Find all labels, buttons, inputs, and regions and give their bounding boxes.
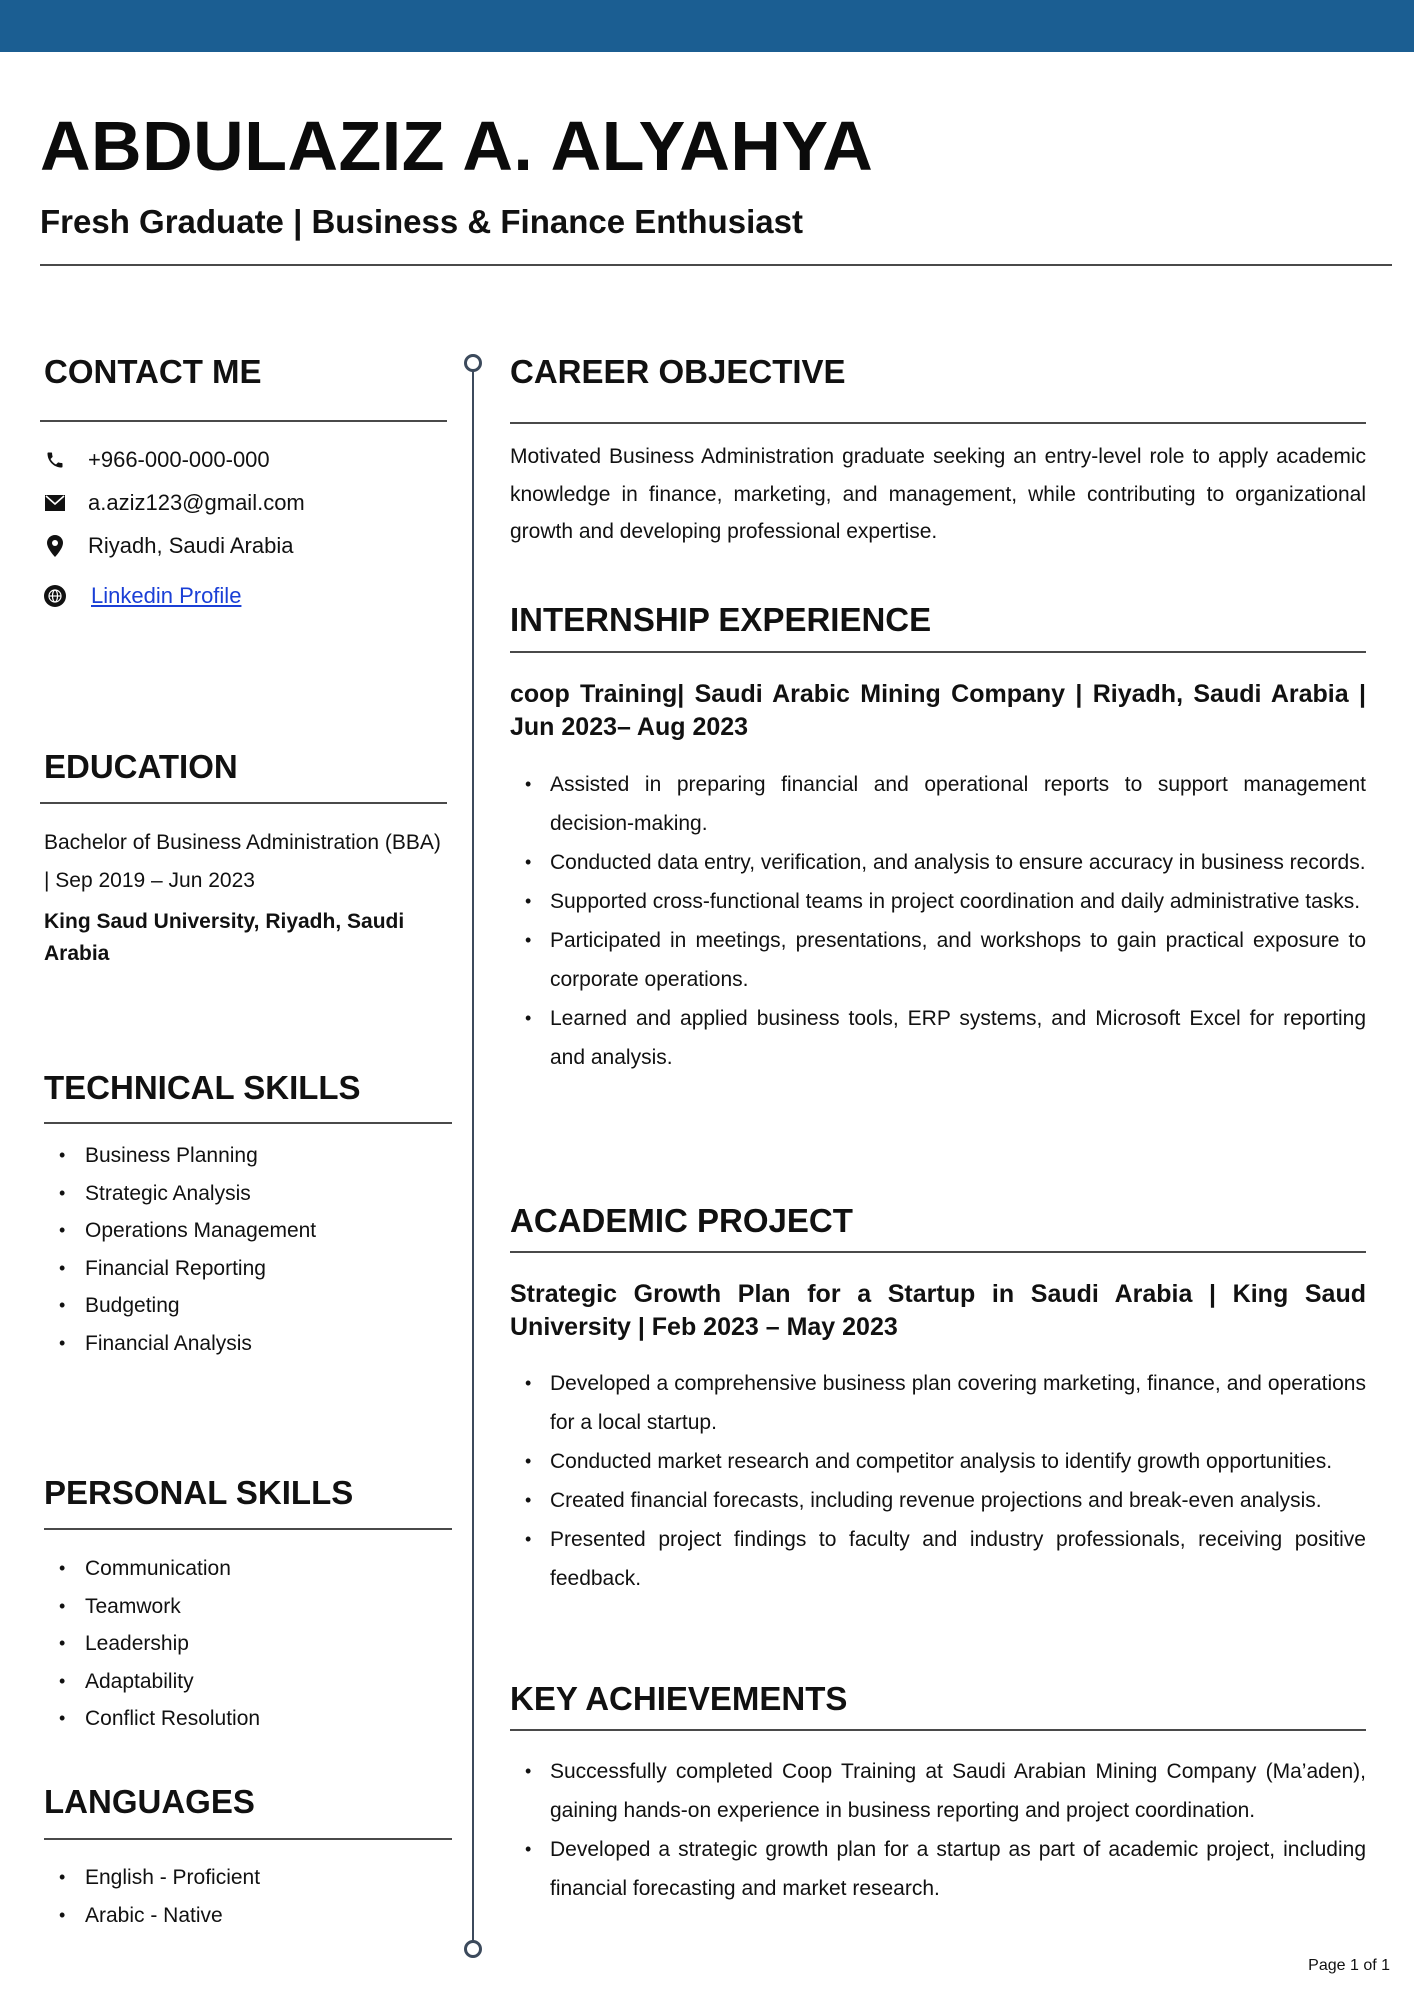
personal-skills-list bbox=[44, 1550, 260, 1738]
list-item: • Financial Analysis bbox=[44, 1325, 316, 1363]
candidate-name: ABDULAZIZ A. ALYAHYA bbox=[40, 107, 874, 185]
technical-skills-divider bbox=[44, 1122, 452, 1124]
contact-email bbox=[44, 488, 305, 518]
list-item: • Conducted data entry, verification, and analysis to ensure accuracy in business records. bbox=[510, 843, 1366, 882]
contact-linkedin[interactable] bbox=[44, 581, 241, 611]
timeline-end-dot bbox=[464, 1940, 482, 1958]
list-item: • Learned and applied business tools, ERP systems, and Microsoft Excel for reporting and analysis. bbox=[510, 999, 1366, 1077]
list-item: • Successfully completed Coop Training at Saudi Arabian Mining Company (Ma’aden), gaining hands-on experience in business reporting and project coordination. bbox=[510, 1752, 1366, 1830]
contact-location bbox=[44, 531, 293, 561]
list-item: • Conflict Resolution bbox=[44, 1700, 260, 1738]
list-item: • Conducted market research and competitor analysis to identify growth opportunities. bbox=[510, 1442, 1366, 1481]
email-text: a.aziz123@gmail.com bbox=[88, 490, 305, 515]
education-degree: Bachelor of Business Administration (BBA) | Sep 2019 – Jun 2023 bbox=[44, 831, 441, 892]
education-divider bbox=[40, 802, 447, 804]
phone-icon bbox=[44, 449, 66, 471]
linkedin-link[interactable]: Linkedin Profile bbox=[91, 583, 242, 608]
internship-divider bbox=[510, 651, 1366, 653]
list-item: • Adaptability bbox=[44, 1663, 260, 1701]
list-item: • Created financial forecasts, including revenue projections and break-even analysis. bbox=[510, 1481, 1366, 1520]
list-item: • Leadership bbox=[44, 1625, 260, 1663]
envelope-icon bbox=[44, 492, 66, 514]
education-university: King Saud University, Riyadh, Saudi Arabia bbox=[44, 910, 405, 965]
candidate-subtitle: Fresh Graduate | Business & Finance Enthusiast bbox=[40, 203, 803, 240]
achievements-divider bbox=[510, 1729, 1366, 1731]
list-item: • Financial Reporting bbox=[44, 1250, 316, 1288]
list-item: • Assisted in preparing financial and operational reports to support management decision-making. bbox=[510, 765, 1366, 843]
timeline-line bbox=[472, 356, 474, 1950]
list-item: • Participated in meetings, presentations, and workshops to gain practical exposure to corporate operations. bbox=[510, 921, 1366, 999]
top-accent-bar bbox=[0, 0, 1414, 52]
list-item: • Presented project findings to faculty and industry professionals, receiving positive feedback. bbox=[510, 1520, 1366, 1598]
location-text: Riyadh, Saudi Arabia bbox=[88, 533, 294, 558]
list-item: • Arabic - Native bbox=[44, 1897, 260, 1935]
list-item: • Strategic Analysis bbox=[44, 1175, 316, 1213]
achievements-bullets bbox=[510, 1752, 1366, 1908]
academic-project-heading: ACADEMIC PROJECT bbox=[510, 1202, 853, 1239]
personal-skills-divider bbox=[44, 1528, 452, 1530]
contact-phone bbox=[44, 445, 270, 475]
languages-list bbox=[44, 1859, 260, 1934]
list-item: • Developed a strategic growth plan for a startup as part of academic project, including financial forecasting and market research. bbox=[510, 1830, 1366, 1908]
languages-divider bbox=[44, 1838, 452, 1840]
academic-project-title: Strategic Growth Plan for a Startup in Saudi Arabia | King Saud University | Feb 2023 – May 2023 bbox=[510, 1280, 1366, 1341]
list-item: • Business Planning bbox=[44, 1137, 316, 1175]
technical-skills-heading: TECHNICAL SKILLS bbox=[44, 1069, 361, 1106]
contact-heading: CONTACT ME bbox=[44, 353, 262, 390]
location-pin-icon bbox=[44, 535, 66, 557]
page-number: Page 1 of 1 bbox=[1308, 1957, 1390, 1974]
internship-bullets bbox=[510, 765, 1366, 1077]
career-objective-divider bbox=[510, 422, 1366, 424]
list-item: • Supported cross-functional teams in project coordination and daily administrative tasks. bbox=[510, 882, 1366, 921]
technical-skills-list bbox=[44, 1137, 316, 1362]
phone-text: +966-000-000-000 bbox=[88, 447, 270, 472]
list-item: • Operations Management bbox=[44, 1212, 316, 1250]
academic-project-divider bbox=[510, 1251, 1366, 1253]
list-item: • Developed a comprehensive business plan covering marketing, finance, and operations for a local startup. bbox=[510, 1364, 1366, 1442]
career-objective-heading: CAREER OBJECTIVE bbox=[510, 353, 846, 390]
list-item: • Teamwork bbox=[44, 1588, 260, 1626]
personal-skills-heading: PERSONAL SKILLS bbox=[44, 1474, 354, 1511]
list-item: • Communication bbox=[44, 1550, 260, 1588]
academic-project-bullets bbox=[510, 1364, 1366, 1598]
globe-icon bbox=[44, 585, 66, 607]
list-item: • English - Proficient bbox=[44, 1859, 260, 1897]
education-heading: EDUCATION bbox=[44, 748, 238, 785]
contact-divider bbox=[40, 420, 447, 422]
career-objective-text: Motivated Business Administration graduate seeking an entry-level role to apply academic knowledge in finance, marketing, and management, while contributing to organizational growth and developing professional expertise. bbox=[510, 445, 1366, 543]
header-divider bbox=[40, 264, 1392, 266]
list-item: • Budgeting bbox=[44, 1287, 316, 1325]
timeline-start-dot bbox=[464, 354, 482, 372]
internship-role: coop Training| Saudi Arabic Mining Company | Riyadh, Saudi Arabia | Jun 2023– Aug 2023 bbox=[510, 680, 1366, 741]
languages-heading: LANGUAGES bbox=[44, 1783, 255, 1820]
achievements-heading: KEY ACHIEVEMENTS bbox=[510, 1680, 848, 1717]
internship-heading: INTERNSHIP EXPERIENCE bbox=[510, 601, 932, 638]
